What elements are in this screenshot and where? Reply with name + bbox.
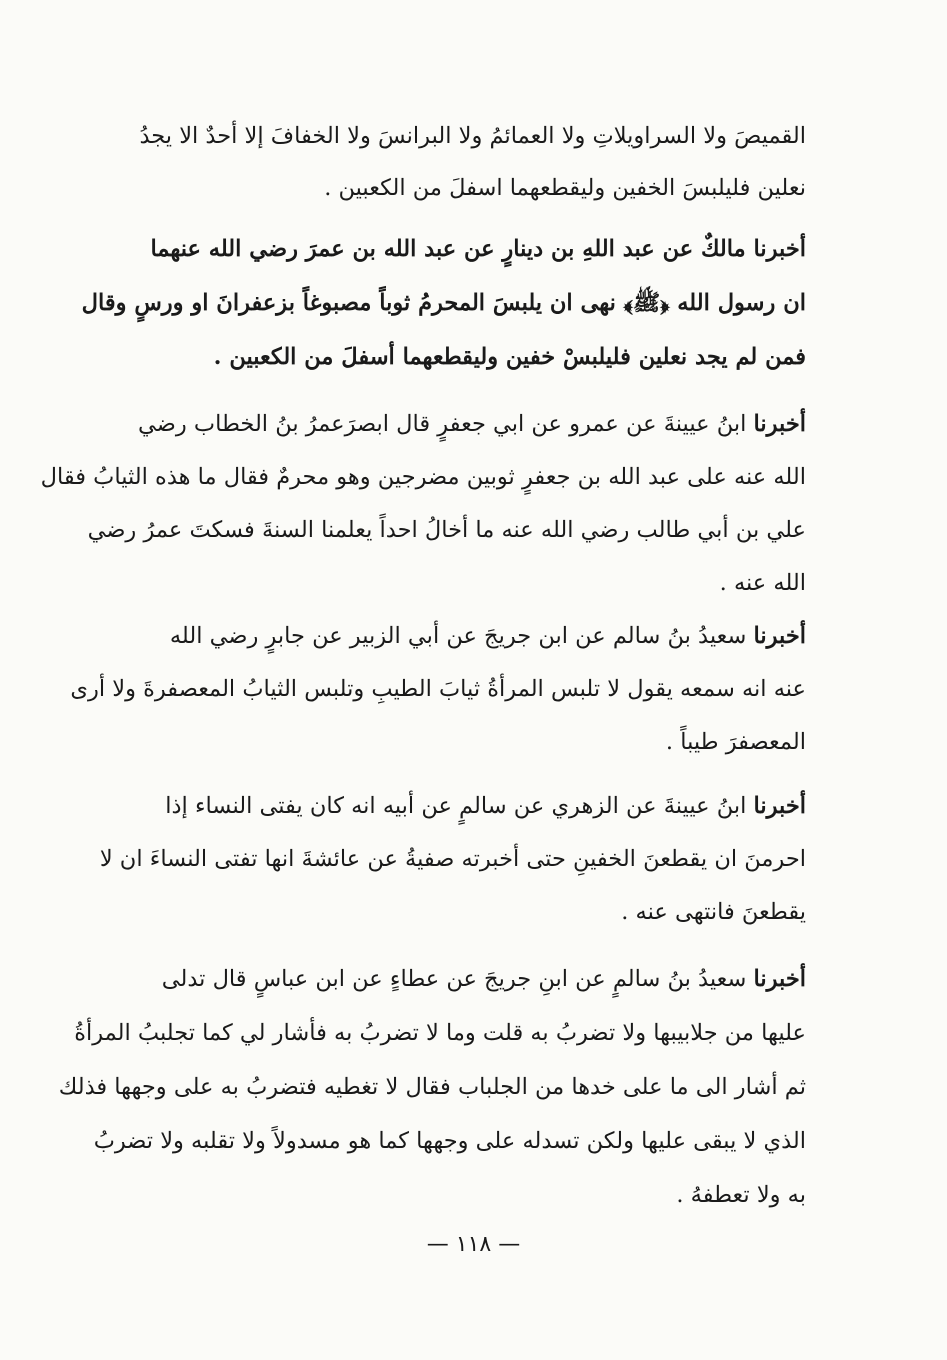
paragraph-4 <box>70 610 806 769</box>
text-line <box>118 952 806 1006</box>
text-line: يقطعنَ فانتهى عنه . <box>621 899 806 925</box>
text-line <box>118 610 806 663</box>
text-line: احرمنَ ان يقطعنَ الخفينِ حتى أخبرته صفيةُ عن عائشةَ انها تفتى النساءَ ان لا <box>99 846 806 872</box>
line-text: ابنُ عيينةَ عن الزهري عن سالمٍ عن أبيه انه كان يفتى النساء إذا <box>165 793 754 819</box>
paragraph-lead: أخبرنا <box>753 793 806 819</box>
text-line: أخبرنا مالكٌ عن عبد اللهِ بن دينارٍ عن عبد الله بن عمرَ رضي الله عنهما <box>150 236 806 262</box>
text-line: علي بن أبي طالب رضي الله عنه ما أخالُ احداً يعلمنا السنةَ فسكتَ عمرُ رضي <box>87 517 806 543</box>
text-line: ثم أشار الى ما على خدها من الجلباب فقال لا تغطيه فتضربُ به على وجهها فذلك <box>58 1074 806 1100</box>
paragraph-1 <box>118 110 806 214</box>
text-line: به ولا تعطفهُ . <box>676 1182 806 1208</box>
paragraph-3 <box>40 398 806 610</box>
paragraph-6 <box>58 952 806 1222</box>
text-line: الذي لا يبقى عليها ولكن تسدله على وجهها كما هو مسدولاً ولا تقلبه ولا تضربُ <box>93 1128 806 1154</box>
text-line: عليها من جلابيبها ولا تضربُ به قلت وما لا تضربُ به فأشار لي كما تجلببُ المرأةُ <box>74 1020 806 1046</box>
text-line: عنه انه سمعه يقول لا تلبس المرأةُ ثيابَ الطيبِ وتلبس الثيابُ المعصفرةَ ولا أرى <box>70 676 806 702</box>
paragraph-5 <box>99 780 806 939</box>
text-line: نعلين فليلبسَ الخفين وليقطعهما اسفلَ من الكعبين . <box>324 175 806 201</box>
text-line <box>118 780 806 833</box>
paragraph-lead: أخبرنا <box>753 966 806 992</box>
text-line <box>118 398 806 451</box>
text-line: القميصَ ولا السراويلاتِ ولا العمائمُ ولا البرانسَ ولا الخفافَ إلا أحدٌ الا يجدُ <box>139 123 806 149</box>
page-number: — ١١٨ — <box>426 1232 521 1257</box>
paragraph-2 <box>81 222 806 384</box>
line-text: ابنُ عيينةَ عن عمرو عن ابي جعفرٍ قال ابصرَعمرُ بنُ الخطاب رضي <box>138 411 754 437</box>
text-line: الله عنه على عبد الله بن جعفرٍ ثوبين مضرجين وهو محرمٌ فقال ما هذه الثيابُ فقال <box>40 464 806 490</box>
text-line: المعصفرَ طيباً . <box>665 729 806 755</box>
text-line: فمن لم يجد نعلين فليلبسْ خفين وليقطعهما أسفلَ من الكعبين . <box>213 344 806 370</box>
paragraph-lead: أخبرنا <box>753 411 806 437</box>
line-text: سعيدُ بنُ سالمٍ عن ابنِ جريجَ عن عطاءٍ عن ابن عباسٍ قال تدلى <box>161 966 754 992</box>
text-line: ان رسول الله ﴿ﷺ﴾ نهى ان يلبسَ المحرمُ ثوباً مصبوغاً بزعفرانَ او ورسٍ وقال <box>81 290 806 316</box>
line-text: سعيدُ بنُ سالم عن ابن جريجَ عن أبي الزبير عن جابرٍ رضي الله <box>169 623 754 649</box>
text-line: الله عنه . <box>719 570 806 596</box>
paragraph-lead: أخبرنا <box>753 623 806 649</box>
